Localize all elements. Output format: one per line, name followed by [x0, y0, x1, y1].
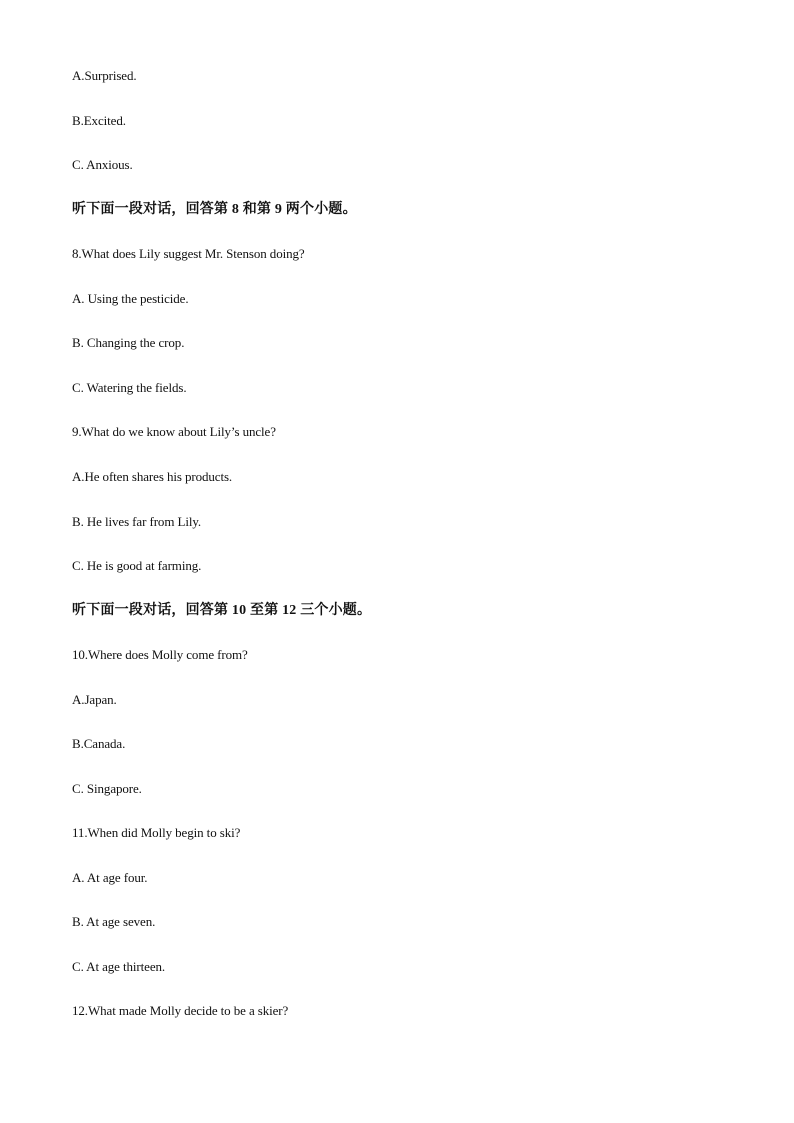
- option-a-surprised: A.Surprised.: [72, 68, 137, 83]
- section-heading-q8-q9: 听下面一段对话，回答第 8 和第 9 两个小题。: [72, 202, 357, 217]
- question-10-option-c: C. Singapore.: [72, 781, 142, 796]
- question-10-option-b: B.Canada.: [72, 736, 126, 751]
- section-heading-q10-q12: 听下面一段对话，回答第 10 至第 12 三个小题。: [72, 603, 372, 618]
- question-8-option-c: C. Watering the fields.: [72, 380, 187, 395]
- question-11-option-b: B. At age seven.: [72, 914, 156, 929]
- question-11-option-a: A. At age four.: [72, 870, 148, 885]
- option-c-anxious: C. Anxious.: [72, 157, 133, 172]
- question-11: 11.When did Molly begin to ski?: [72, 825, 241, 840]
- question-12: 12.What made Molly decide to be a skier?: [72, 1003, 289, 1018]
- question-10: 10.Where does Molly come from?: [72, 647, 248, 662]
- question-9-option-a: A.He often shares his products.: [72, 469, 233, 484]
- question-11-option-c: C. At age thirteen.: [72, 959, 166, 974]
- question-9-option-c: C. He is good at farming.: [72, 558, 202, 573]
- option-b-excited: B.Excited.: [72, 113, 126, 128]
- question-8-option-a: A. Using the pesticide.: [72, 291, 189, 306]
- question-9: 9.What do we know about Lily’s uncle?: [72, 424, 276, 439]
- question-8-option-b: B. Changing the crop.: [72, 335, 185, 350]
- question-9-option-b: B. He lives far from Lily.: [72, 514, 202, 529]
- question-8: 8.What does Lily suggest Mr. Stenson doing?: [72, 246, 305, 261]
- question-10-option-a: A.Japan.: [72, 692, 117, 707]
